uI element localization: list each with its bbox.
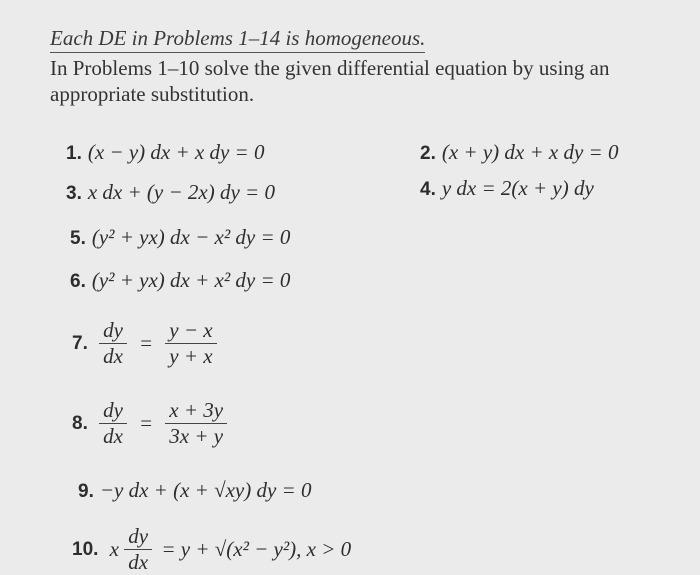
problem-number: 8. [72,412,88,434]
problem-4 [420,176,594,201]
fraction-numerator: dy [103,398,123,422]
problem-equation: y dx = 2(x + y) dy [441,176,594,200]
coefficient-x: x [109,537,119,561]
problem-number: 10. [72,538,99,560]
problem-8 [72,398,227,449]
fraction-dy-dx [124,524,152,575]
problem-equation: (y² + yx) dx − x² dy = 0 [91,225,291,249]
problem-6 [70,268,290,293]
problem-7 [72,318,217,369]
fraction-numerator: x + 3y [169,398,224,422]
section-header: Each DE in Problems 1–14 is homogeneous. [50,26,425,53]
problem-number: 9. [78,481,94,502]
fraction-numerator: dy [103,318,123,342]
problem-3 [66,180,275,205]
equals-sign: = [140,411,153,435]
problem-number: 4. [420,179,436,200]
problem-equation-rhs: = y + √(x² − y²), x > 0 [161,537,352,561]
fraction-denominator: y + x [169,344,213,368]
fraction-rhs [165,398,227,449]
fraction-dy-dx [99,398,127,449]
problem-10 [72,524,351,575]
problem-5 [70,225,290,250]
fraction-denominator: 3x + y [169,424,224,448]
problem-number: 7. [72,332,88,354]
fraction-rhs [165,318,216,369]
problem-number: 2. [420,143,436,164]
problem-number: 3. [66,183,82,204]
fraction-denominator: dx [103,424,123,448]
problem-equation: (x − y) dx + x dy = 0 [87,140,265,164]
fraction-denominator: dx [103,344,123,368]
fraction-denominator: dx [128,550,149,574]
problem-9 [78,478,311,503]
problem-number: 6. [70,271,86,292]
problem-equation: (y² + yx) dx + x² dy = 0 [91,268,291,292]
fraction-numerator: y − x [169,318,213,342]
problem-1 [66,140,264,165]
problem-equation: x dx + (y − 2x) dy = 0 [87,180,275,204]
fraction-dy-dx [99,318,127,369]
problem-number: 5. [70,228,86,249]
instructions-text: In Problems 1–10 solve the given differential equation by using an appropriate substitution. [50,56,610,106]
problem-2 [420,140,618,165]
equals-sign: = [140,331,153,355]
problem-equation: (x + y) dx + x dy = 0 [441,140,619,164]
problem-number: 1. [66,143,82,164]
problem-equation: −y dx + (x + √xy) dy = 0 [99,478,312,502]
fraction-numerator: dy [128,524,149,548]
